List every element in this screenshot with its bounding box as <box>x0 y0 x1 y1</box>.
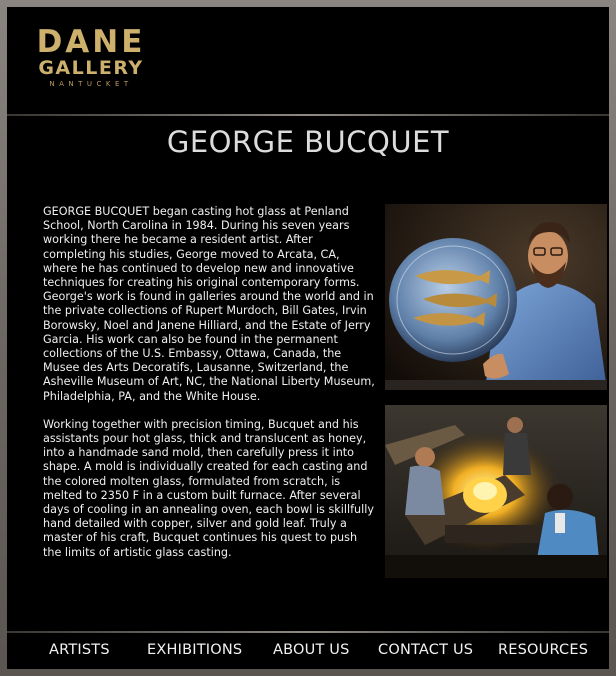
nav-resources-link[interactable]: RESOURCES <box>498 642 589 658</box>
header <box>7 7 609 114</box>
bio-paragraph-2: Working together with precision timing, Bucquet and his assistants pour hot glass, thick and translucent as honey, into a handmade sand mold, then carefully press it into shape. A mold is individually created for each casting and the colored molten glass, formulated from scratch, is melted to 2350 F in a custom built furnace. After several days of cooling in an annealing oven, each bowl is skillfully hand detailed with copper, silver and gold leaf. Truly a master of his craft, Bucquet continues his quest to push the limits of artistic glass casting. <box>43 417 374 559</box>
artist-name-heading: GEORGE BUCQUET <box>166 125 450 159</box>
artist-portrait-image <box>385 204 607 390</box>
header-divider <box>7 114 609 116</box>
logo-gallery: GALLERY <box>38 57 144 79</box>
logo-dane: DANE <box>36 24 146 60</box>
gallery-logo[interactable] <box>24 24 158 89</box>
bio-paragraph-1: GEORGE BUCQUET began casting hot glass at Penland School, North Carolina in 1984. During his seven years working there he became a resident artist. After completing his studies, George moved to Arcata, CA, where he has continued to develop new and innovative techniques for creating his original contemporary forms. George's work is found in galleries around the world and in the private collections of Rupert Murdoch, Bill Gates, Irvin Borowsky, Noel and Janene Hilliard, and the Estate of Jerry Garcia. His work can also be found in the permanent collections of the U.S. Embassy, Ottawa, Canada, the Musee des Arts Decoratifs, Lausanne, Switzerland, the Asheville Museum of Art, NC, the National Liberty Museum, Philadelphia, PA, and the White House. <box>43 205 375 403</box>
glass-pouring-image <box>385 405 607 578</box>
artist-portrait-photo <box>385 204 607 390</box>
glass-pouring-photo <box>385 405 607 578</box>
main-navigation <box>7 633 609 669</box>
artist-bio <box>43 205 375 574</box>
logo-nantucket: NANTUCKET <box>49 80 133 88</box>
nav-exhibitions-link[interactable]: EXHIBITIONS <box>147 642 243 658</box>
nav-contact-us-link[interactable]: CONTACT US <box>378 642 474 658</box>
nav-about-us-link[interactable]: ABOUT US <box>273 642 350 658</box>
page-content <box>7 7 609 669</box>
nav-artists-link[interactable]: ARTISTS <box>49 642 110 658</box>
